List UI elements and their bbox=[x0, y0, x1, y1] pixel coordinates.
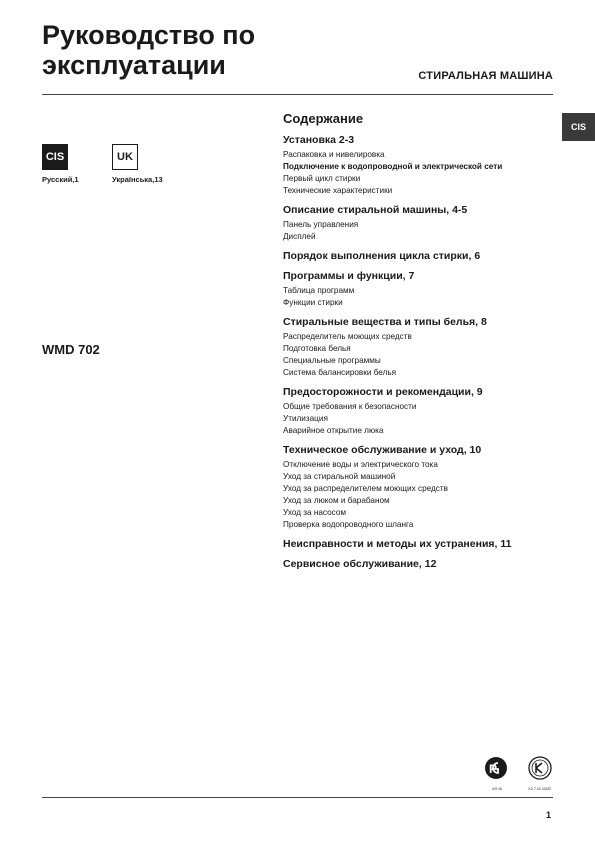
toc-item: Уход за распределителем моющих средств bbox=[283, 484, 448, 493]
page-title bbox=[42, 20, 342, 80]
language-cis bbox=[42, 144, 79, 184]
title-line-2: эксплуатации bbox=[42, 50, 226, 80]
certification-caption: АЯ 46 bbox=[492, 787, 502, 791]
toc-section bbox=[283, 204, 558, 243]
toc-section bbox=[283, 386, 558, 437]
toc-item: Уход за люком и барабаном bbox=[283, 496, 390, 505]
toc-section-title: Установка 2-3 bbox=[283, 134, 355, 146]
toc-item: Отключение воды и электрического тока bbox=[283, 460, 438, 469]
toc-title: Содержание bbox=[283, 111, 364, 126]
language-side-tab: CIS bbox=[562, 113, 595, 141]
toc-section bbox=[283, 316, 558, 379]
language-uk bbox=[112, 144, 163, 184]
toc-section-title: Программы и функции, 7 bbox=[283, 270, 415, 282]
toc-section-title: Порядок выполнения цикла стирки, 6 bbox=[283, 250, 481, 262]
language-label: Русский,1 bbox=[42, 175, 79, 184]
toc-section bbox=[283, 444, 558, 531]
product-type-subtitle: СТИРАЛЬНАЯ МАШИНА bbox=[418, 70, 553, 82]
page-number: 1 bbox=[545, 810, 551, 820]
footer-divider bbox=[42, 797, 553, 798]
toc-section bbox=[283, 134, 558, 197]
toc-item: Уход за стиральной машиной bbox=[283, 472, 396, 481]
toc-item: Подготовка белья bbox=[283, 344, 351, 353]
toc-item: Распаковка и нивелировка bbox=[283, 150, 385, 159]
toc-section-title: Описание стиральной машины, 4-5 bbox=[283, 204, 468, 216]
title-line-1: Руководство по bbox=[42, 20, 256, 50]
toc-item: Система балансировки белья bbox=[283, 368, 397, 377]
toc-item: Специальные программы bbox=[283, 356, 381, 365]
toc-item: Утилизация bbox=[283, 414, 328, 423]
certification-mark-kz bbox=[526, 756, 554, 791]
toc-section bbox=[283, 250, 558, 263]
table-of-contents bbox=[283, 111, 558, 578]
svg-text:Р: Р bbox=[489, 762, 498, 776]
toc-item: Технические характеристики bbox=[283, 186, 393, 195]
toc-item: Дисплей bbox=[283, 232, 316, 241]
toc-item: Подключение к водопроводной и электрической сети bbox=[283, 162, 503, 171]
toc-section-title: Стиральные вещества и типы белья, 8 bbox=[283, 316, 487, 328]
toc-item: Панель управления bbox=[283, 220, 359, 229]
toc-sections bbox=[283, 134, 558, 571]
toc-section-title: Предосторожности и рекомендации, 9 bbox=[283, 386, 483, 398]
language-code-badge: UK bbox=[112, 144, 138, 170]
toc-item: Проверка водопроводного шланга bbox=[283, 520, 414, 529]
toc-section-title: Сервисное обслуживание, 12 bbox=[283, 558, 437, 570]
certification-mark-pct bbox=[483, 756, 511, 791]
model-number: WMD 702 bbox=[42, 342, 100, 357]
language-code-badge: CIS bbox=[42, 144, 68, 170]
toc-item: Первый цикл стирки bbox=[283, 174, 361, 183]
toc-item: Аварийное открытие люка bbox=[283, 426, 384, 435]
pct-certification-mark-icon bbox=[483, 756, 511, 782]
toc-section bbox=[283, 270, 558, 309]
toc-item: Распределитель моющих средств bbox=[283, 332, 412, 341]
toc-item: Функции стирки bbox=[283, 298, 343, 307]
header-divider bbox=[42, 94, 553, 95]
toc-item: Таблица программ bbox=[283, 286, 355, 295]
toc-item: Общие требования к безопасности bbox=[283, 402, 417, 411]
toc-item: Уход за насосом bbox=[283, 508, 347, 517]
kz-certification-mark-icon bbox=[526, 756, 554, 782]
toc-section-title: Техническое обслуживание и уход, 10 bbox=[283, 444, 482, 456]
toc-section bbox=[283, 538, 558, 551]
certification-caption: KZ.7.02.03487 bbox=[528, 787, 552, 791]
toc-section-title: Неисправности и методы их устранения, 11 bbox=[283, 538, 512, 550]
language-label: Українська,13 bbox=[112, 175, 163, 184]
toc-section bbox=[283, 558, 558, 571]
